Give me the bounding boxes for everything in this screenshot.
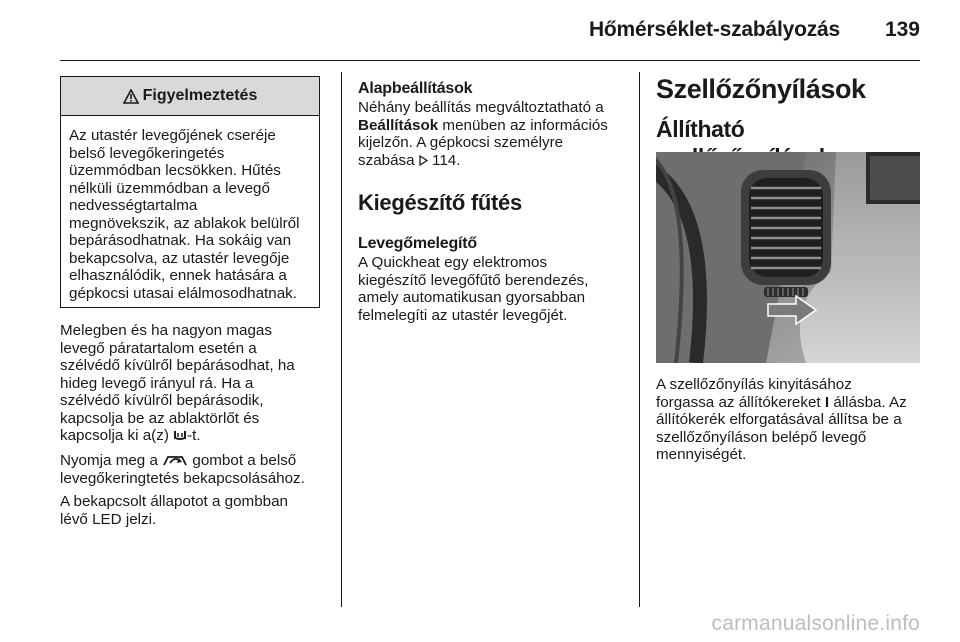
aux-heating-section	[358, 190, 626, 216]
open-position-symbol: I	[824, 393, 830, 411]
text-fragment: kapcsolja ki a(z)	[60, 427, 169, 444]
text-fragment: szabása	[358, 151, 415, 169]
basic-settings-text	[358, 99, 626, 169]
warning-line: elhasználódik, ennek hatására a	[69, 267, 287, 284]
vent-caption	[656, 376, 922, 464]
warning-line: gépkocsi utasai elálmosodhatnak.	[69, 284, 297, 302]
watermark: carmanualsonline.info	[711, 612, 920, 635]
warning-line: nélküli üzemmódban a levegő	[69, 179, 270, 197]
text-line: állítókerék elforgatásával állítsa be a	[656, 411, 902, 428]
text-line: felmelegíti az utastér levegőjét.	[358, 306, 568, 324]
warning-header	[61, 77, 319, 116]
text-line	[60, 452, 328, 470]
text-line: levegőkeringtetés bekapcsolásához.	[60, 469, 305, 487]
text-line: Néhány beállítás megváltoztatható a	[358, 99, 604, 116]
warning-line: nedvességtartalma	[69, 197, 198, 214]
page-number: 139	[884, 18, 920, 41]
text-line: levegő páratartalom esetén a	[60, 339, 257, 357]
warning-line: belső levegőkeringetés	[69, 144, 225, 162]
settings-menu-term: Beállítások	[358, 116, 439, 134]
column-divider-2	[639, 72, 640, 607]
text-line: kiegészítő levegőfűtő berendezés,	[358, 271, 589, 289]
text-line: kapcsolja be az ablaktörlőt és	[60, 409, 260, 427]
text-line: szélvédő kívülről bepárásodik,	[60, 392, 264, 409]
text-line	[60, 427, 328, 445]
preheater-section	[358, 234, 626, 324]
text-fragment: állásba. Az	[833, 393, 907, 411]
warning-box	[60, 76, 320, 308]
text-line	[656, 394, 922, 412]
warning-triangle-icon	[123, 89, 139, 104]
text-line: hideg levegő irányul rá. Ha a	[60, 374, 254, 392]
warning-text	[61, 116, 319, 302]
warning-line: bepárásodhatnak. Ha sokáig van	[69, 232, 292, 249]
recirculation-icon	[162, 453, 188, 467]
warning-line: megnövekszik, az ablakok belülről	[69, 214, 300, 232]
text-line: szélvédő kívülről bepárásodhat, ha	[60, 357, 295, 374]
vents-section-title	[656, 73, 922, 105]
vents-heading: Szellőzőnyílások	[656, 74, 866, 104]
warning-line: bekapcsolva, az utastér levegője	[69, 249, 290, 267]
text-fragment: menüben az információs	[438, 116, 608, 134]
warning-line: üzemmódban lecsökken. Hűtés	[69, 162, 281, 179]
text-fragment: forgassa az állítókereket	[656, 393, 821, 411]
text-line: lévő LED jelzi.	[60, 510, 157, 528]
vent-photo-image	[656, 152, 920, 363]
text-line: A bekapcsolt állapotot a gombban	[60, 493, 288, 510]
page-header-title: Hőmérséklet-szabályozás	[588, 18, 840, 41]
page-reference: 114.	[432, 151, 461, 169]
header-divider	[60, 60, 920, 61]
adjustable-vents-heading: Állítható	[656, 116, 745, 142]
text-line: Melegben és ha nagyon magas	[60, 322, 272, 339]
text-line	[358, 152, 626, 170]
text-line: A Quickheat egy elektromos	[358, 254, 548, 271]
preheater-heading: Levegőmelegítő	[358, 235, 478, 252]
text-fragment: gombot a belső	[192, 452, 297, 469]
text-line: mennyiségét.	[656, 446, 747, 463]
text-line: A szellőzőnyílás kinyitásához	[656, 376, 852, 393]
warning-title: Figyelmeztetés	[142, 87, 258, 104]
basic-settings-heading: Alapbeállítások	[358, 80, 473, 97]
warning-line: Az utastér levegőjének cseréje	[69, 127, 276, 144]
led-paragraph	[60, 493, 328, 528]
recirculation-paragraph	[60, 452, 328, 487]
column-divider-1	[341, 72, 342, 607]
preheater-text	[358, 254, 626, 324]
aux-heating-heading: Kiegészítő fűtés	[358, 190, 522, 215]
reference-arrow-icon	[419, 155, 428, 166]
text-line: szellőzőnyíláson belépő levegő	[656, 428, 867, 446]
text-fragment: Nyomja meg a	[60, 452, 158, 469]
text-fragment: -t.	[187, 427, 201, 444]
text-line: amely automatikusan gyorsabban	[358, 289, 586, 306]
vent-photo	[656, 152, 920, 363]
text-line: kijelzőn. A gépkocsi személyre	[358, 134, 564, 151]
text-line	[358, 117, 626, 135]
wiper-icon	[173, 429, 187, 442]
basic-settings-section	[358, 79, 626, 169]
fogging-paragraph	[60, 322, 328, 445]
